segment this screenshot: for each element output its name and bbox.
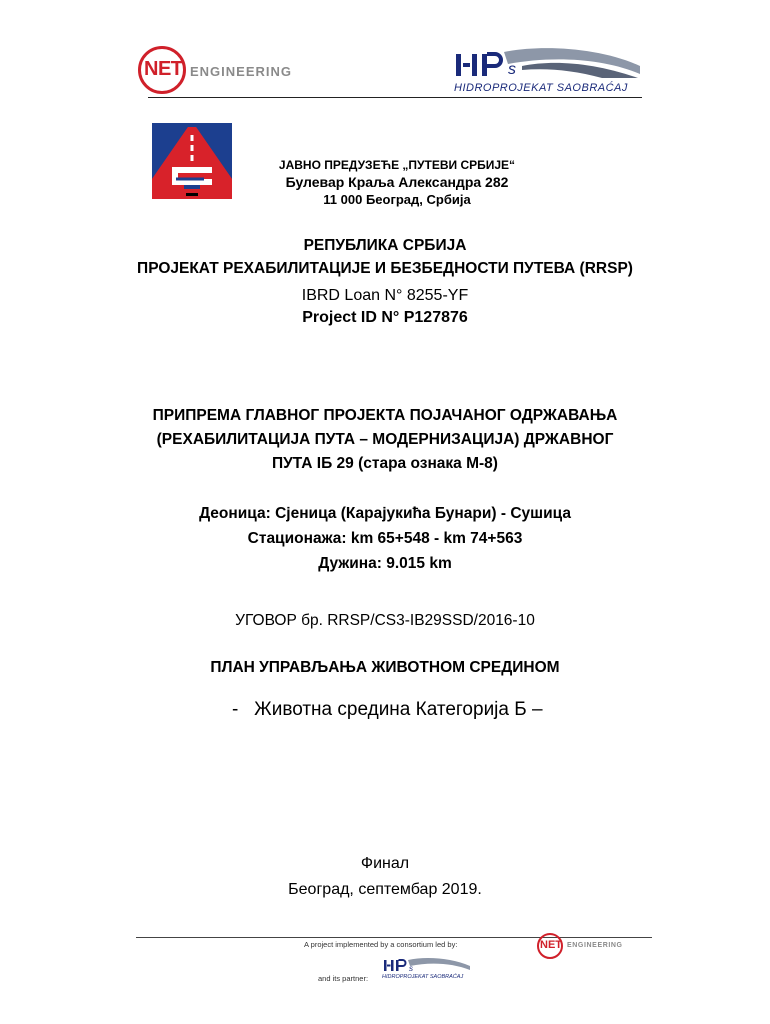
authority-city: 11 000 Београд, Србија — [323, 192, 471, 207]
footer-hps-mark — [382, 956, 472, 974]
final-status: Финал — [360, 855, 410, 872]
document-title — [0, 404, 770, 476]
title-line-2: (РЕХАБИЛИТАЦИЈА ПУТА – МОДЕРНИЗАЦИЈА) ДРЖАВНОГ — [156, 431, 614, 448]
project-id: Project ID N° P127876 — [302, 309, 468, 326]
svg-text:s: s — [409, 964, 413, 973]
footer-net-text: NET — [540, 939, 562, 951]
title-line-3: ПУТА ІБ 29 (стара ознака М-8) — [272, 455, 498, 472]
footer-partner-text: and its partner: — [318, 974, 369, 983]
footer-hps-logo — [382, 956, 472, 982]
program-name: ПРОЈЕКАТ РЕХАБИЛИТАЦИЈЕ И БЕЗБЕДНОСТИ ПУТЕВА (RRSP) — [137, 260, 633, 277]
authority-address — [232, 157, 562, 208]
contract-number: УГОВОР бр. RRSP/CS3-IB29SSD/2016-10 — [235, 612, 535, 629]
hps-logo-mark — [452, 44, 642, 82]
title-line-1: ПРИПРЕМА ГЛАВНОГ ПРОЈЕКТА ПОЈАЧАНОГ ОДРЖАВАЊА — [152, 407, 618, 424]
final-place-date: Београд, септембар 2019. — [288, 881, 482, 898]
section-stacionaza: Стационажа: km 65+548 - km 74+563 — [247, 530, 523, 547]
environment-category: - Животна средина Категорија Б – — [232, 699, 543, 720]
net-logo-suffix: ENGINEERING — [190, 64, 293, 79]
footer-net-suffix: ENGINEERING — [567, 942, 623, 949]
authority-name: ЈАВНО ПРЕДУЗЕЋЕ „ПУТЕВИ СРБИЈЕ“ — [278, 158, 516, 172]
hidroprojekat-logo — [452, 44, 642, 100]
republic-name: РЕПУБЛИКА СРБИЈА — [303, 237, 467, 254]
section-deonica: Деоница: Сјеница (Карајукића Бунари) - Сушица — [199, 505, 571, 522]
svg-text:s: s — [508, 61, 516, 78]
final-block — [0, 851, 770, 903]
footer-hps-caption: HIDROPROJEKAT SAOBRAĆAJ — [382, 974, 464, 980]
loan-number: IBRD Loan N° 8255-YF — [301, 287, 469, 304]
plan-title: ПЛАН УПРАВЉАЊА ЖИВОТНОМ СРЕДИНОМ — [210, 659, 560, 676]
hps-logo-caption: HIDROPROJEKAT SAOBRAĆAJ — [454, 82, 628, 94]
republic-block — [0, 234, 770, 280]
header-divider — [148, 97, 642, 98]
footer-net-logo — [537, 933, 637, 959]
net-logo-text: NET — [144, 58, 183, 80]
section-duzina: Дужина: 9.015 km — [318, 555, 452, 572]
footer-consortium-text: A project implemented by a consortium led by: — [304, 940, 458, 949]
net-engineering-logo — [138, 46, 293, 94]
putevi-srbije-emblem — [152, 123, 232, 199]
road-section-info — [0, 501, 770, 576]
authority-street: Булевар Краља Александра 282 — [285, 174, 509, 190]
